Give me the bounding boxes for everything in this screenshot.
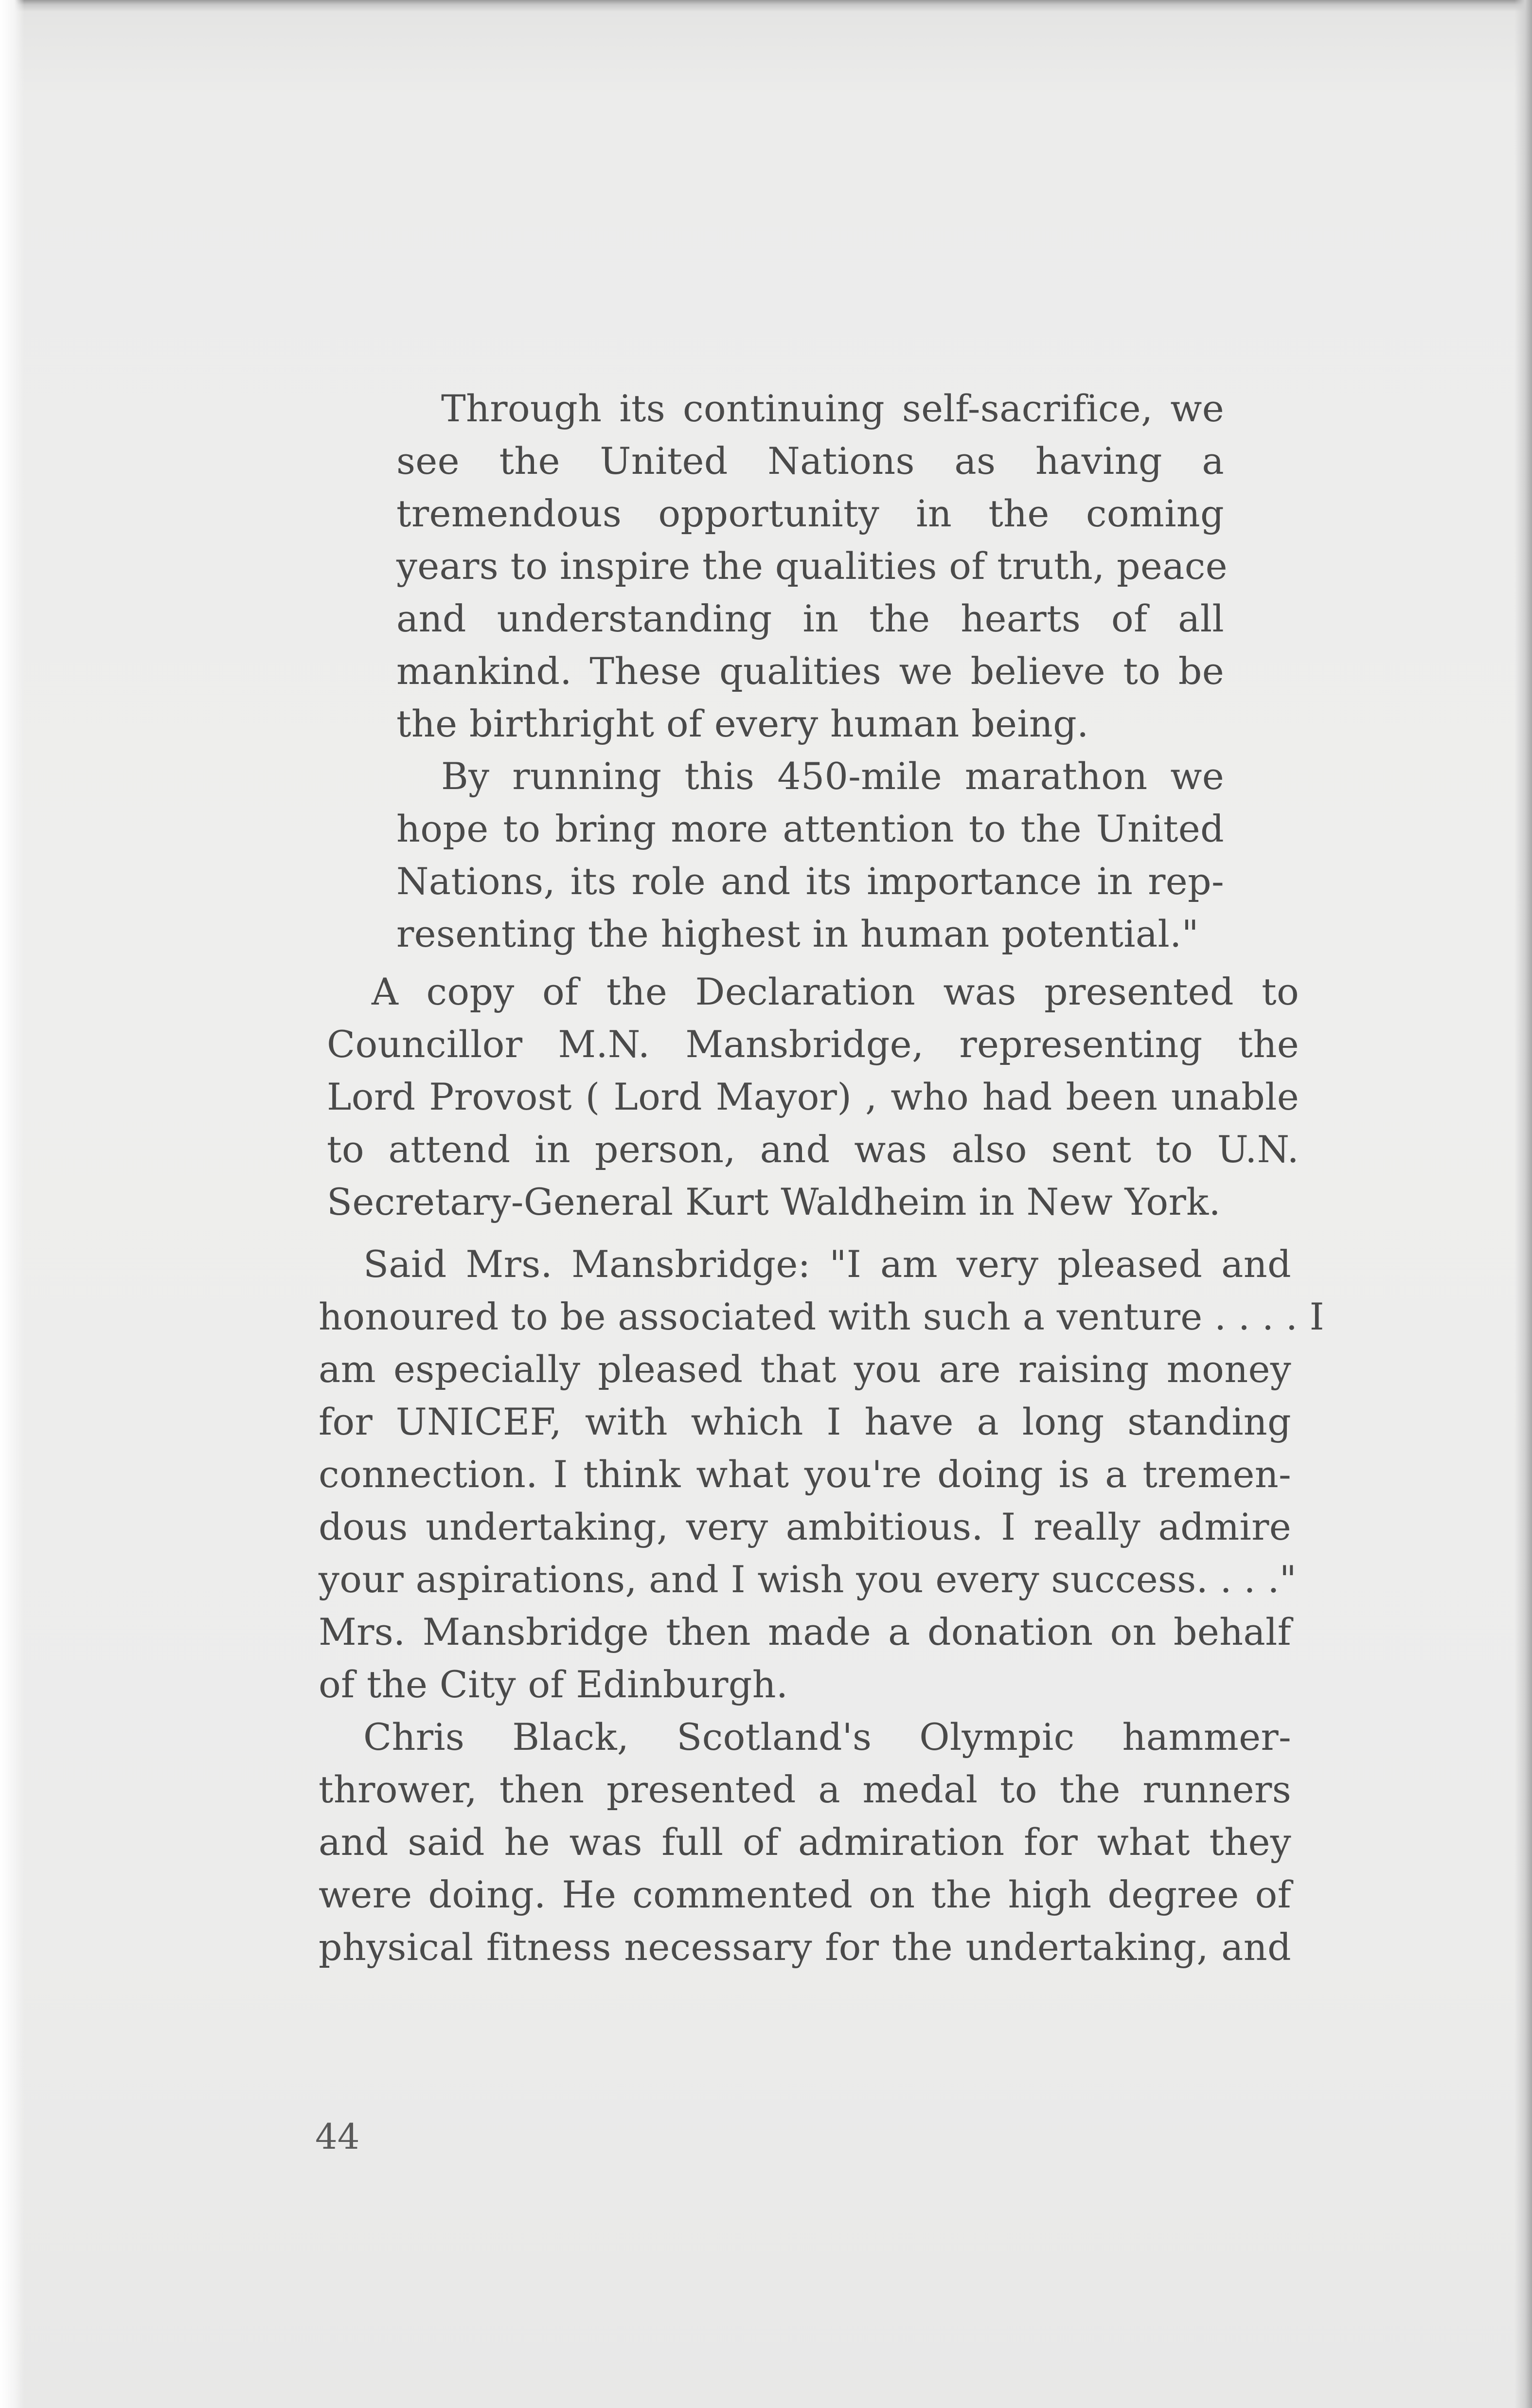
text-line: your aspirations, and I wish you every success. . . ." bbox=[319, 1558, 1297, 1601]
text-line: connection. I think what you're doing is a tremen- bbox=[319, 1453, 1291, 1496]
text-line: see the United Nations as having a bbox=[396, 439, 1224, 483]
page-top-edge bbox=[0, 0, 1532, 12]
text-line: and said he was full of admiration for what they bbox=[319, 1820, 1291, 1864]
text-line: honoured to be associated with such a venture . . . . I bbox=[319, 1295, 1324, 1338]
text-line: and understanding in the hearts of all bbox=[396, 597, 1224, 640]
text-line: dous undertaking, very ambitious. I really admire bbox=[319, 1505, 1291, 1548]
text-line: were doing. He commented on the high degree of bbox=[319, 1873, 1291, 1916]
text-line: Lord Provost ( Lord Mayor) , who had been unable bbox=[327, 1075, 1299, 1118]
text-line: By running this 450-mile marathon we bbox=[441, 755, 1224, 798]
text-line: A copy of the Declaration was presented to bbox=[372, 970, 1299, 1013]
body-paragraph-declaration bbox=[327, 966, 1299, 1228]
text-line: years to inspire the qualities of truth, peace bbox=[396, 544, 1228, 588]
body-paragraphs-main bbox=[319, 1238, 1324, 1974]
text-line: the birthright of every human being. bbox=[396, 702, 1089, 745]
text-line: hope to bring more attention to the United bbox=[396, 807, 1224, 850]
text-line: Secretary-General Kurt Waldheim in New York. bbox=[327, 1180, 1221, 1223]
text-line: Councillor M.N. Mansbridge, representing the bbox=[327, 1023, 1299, 1066]
text-line: tremendous opportunity in the coming bbox=[396, 492, 1224, 535]
text-line: physical fitness necessary for the undertaking, and bbox=[319, 1925, 1291, 1969]
text-line: to attend in person, and was also sent to U.N. bbox=[327, 1128, 1299, 1171]
text-line: Nations, its role and its importance in rep- bbox=[396, 860, 1224, 903]
text-line: Mrs. Mansbridge then made a donation on behalf bbox=[319, 1610, 1291, 1653]
declaration-quote bbox=[396, 382, 1228, 960]
page-right-edge bbox=[1514, 0, 1532, 2408]
text-line: Chris Black, Scotland's Olympic hammer- bbox=[363, 1715, 1291, 1759]
text-line: resenting the highest in human potential." bbox=[396, 912, 1199, 955]
page-left-edge bbox=[0, 0, 24, 2408]
text-line: Through its continuing self-sacrifice, we bbox=[441, 387, 1224, 430]
text-line: Said Mrs. Mansbridge: "I am very pleased and bbox=[363, 1242, 1291, 1286]
text-line: thrower, then presented a medal to the runners bbox=[319, 1768, 1291, 1811]
text-line: mankind. These qualities we believe to be bbox=[396, 649, 1224, 693]
text-line: am especially pleased that you are raising money bbox=[319, 1348, 1291, 1391]
text-line: of the City of Edinburgh. bbox=[319, 1663, 788, 1706]
page-number: 44 bbox=[315, 2116, 360, 2157]
text-line: for UNICEF, with which I have a long standing bbox=[319, 1400, 1291, 1443]
